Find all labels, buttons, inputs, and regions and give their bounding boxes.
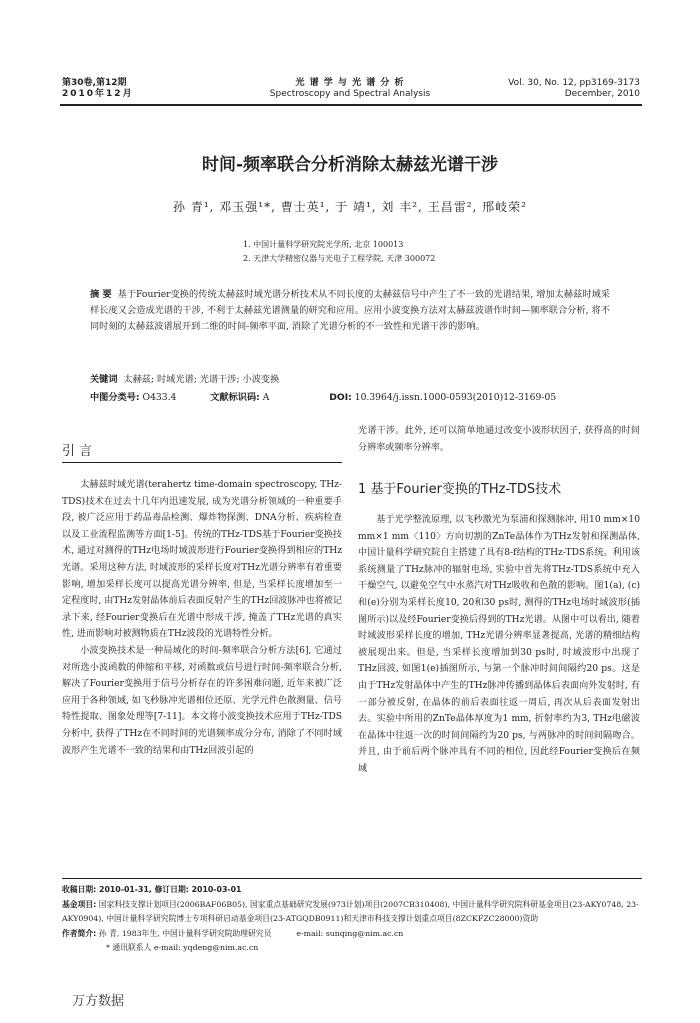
footnotes bbox=[62, 883, 642, 956]
author-email: e-mail: sunqing@nim.ac.cn bbox=[296, 928, 404, 938]
fund-text: 国家科技支撑计划项目(2006BAF06B05), 国家重点基础研究发展(973计划)项目(2007CB310408), 中国计量科学研究院科研基金项目(23-AKY0748, 23-AKY0904), 中国计量科学研究院博士专项科研启动基金项目(23-ATGQDB0911)和天津市科技支撑计划重点项目(8ZCKFZC28000)资助 bbox=[62, 899, 639, 923]
author-bio bbox=[62, 927, 642, 942]
affiliation-1: 1. 中国计量科学研究院光学所, 北京 100013 bbox=[243, 240, 404, 249]
keywords-text: 太赫兹; 时域光谱; 光谱干涉; 小波变换 bbox=[123, 374, 280, 385]
footnote-rule bbox=[62, 878, 642, 879]
classification-line bbox=[90, 390, 556, 406]
volume-issue-text: 第30卷,第12期 bbox=[62, 78, 127, 88]
intro-paragraph-2: 小波变换技术是一种局域化的时间-频率联合分析方法[6], 它通过对所选小波函数的伸缩和平移, 对函数或信号进行时间-频率联合分析, 解决了Fourier变换用于信号分析存在的许多困难问题, 近年来被广泛应用于各种领域, 如飞秒脉冲光谱相位还原、光学元件色散测量、信号特性提取、图象处理等[7-11]。本文将小波变换技术应用于THz-TDS分析中, 获得了THz在不同时间的光谱频率成分分布, 消除了不同时域波形产生光谱不一致的结果和由THz回波引起的 bbox=[62, 645, 342, 756]
abstract bbox=[90, 287, 610, 335]
journal-pages bbox=[508, 78, 640, 100]
abstract-label: 摘 要 bbox=[90, 289, 112, 300]
affiliation-2: 2. 天津大学精密仪器与光电子工程学院, 天津 300072 bbox=[243, 254, 436, 263]
affiliations bbox=[243, 238, 435, 266]
keywords-label: 关键词 bbox=[90, 374, 118, 385]
section-1-body bbox=[358, 512, 640, 778]
intro-heading: 引 言 bbox=[62, 444, 93, 459]
fund-label: 基金项目: bbox=[62, 899, 97, 909]
pub-date-text: December, 2010 bbox=[564, 89, 640, 99]
intro-body bbox=[62, 477, 342, 759]
vol-pages-text: Vol. 30, No. 12, pp3169-3173 bbox=[508, 78, 640, 88]
author-bio-label: 作者简介: bbox=[62, 928, 97, 938]
intro-paragraph-1: 太赫兹时域光谱(terahertz time-domain spectroscopy, THz-TDS)技术在过去十几年内迅速发展, 成为光谱分析领域的一种重要手段, 被广泛应用于药品毒品检测、爆炸物探测、DNA分析、疾病检查以及工业流程监测等方面[1-5]。传统的THz-TDS基于Fourier变换技术, 通过对测得的THz电场时域波形进行Fourier变换得到相应的THz光谱。采用这种方法, 时域波形的采样长度对THz光谱分辨率有着重要影响, 增加采样长度可以提高光谱分辨率, 但是, 当采样长度增加至一定程度时, 由THz发射晶体前后表面反射产生的THz回波脉冲也将被记录下来, 经Fourier变换后在光谱中形成干涉, 掩盖了THz光谱的真实性, 进而影响对被测物质在THz波段的光谱特性分析。 bbox=[62, 480, 342, 640]
paper-title: 时间-频率联合分析消除太赫兹光谱干涉 bbox=[201, 155, 499, 175]
intro-rule bbox=[62, 462, 342, 463]
right-column-continuation bbox=[358, 423, 640, 456]
corresponding-author: * 通讯联系人 e-mail: yqdeng@nim.ac.cn bbox=[106, 943, 259, 952]
author-bio-text: 孙 青, 1983年生, 中国计量科学研究院助理研究员 bbox=[98, 928, 272, 938]
journal-name-en: Spectroscopy and Spectral Analysis bbox=[269, 89, 431, 99]
keywords bbox=[90, 372, 279, 388]
doc-code-label: 文献标识码: bbox=[210, 392, 260, 403]
watermark-text: 万方数据 bbox=[72, 994, 125, 1009]
journal-name-cn: 光 谱 学 与 光 谱 分 析 bbox=[295, 78, 405, 88]
received-date: 收稿日期: 2010-01-31, 修订日期: 2010-03-01 bbox=[62, 885, 242, 894]
continuation-paragraph: 光谱干涉。此外, 还可以简单地通过改变小波形状因子, 获得高的时间分辨率或频率分辨率。 bbox=[358, 426, 640, 453]
doi-label: DOI: bbox=[329, 392, 352, 403]
doi-value: 10.3964/j.issn.1000-0593(2010)12-3169-05 bbox=[354, 392, 557, 403]
header-rule bbox=[60, 104, 642, 106]
clc-label: 中图分类号: bbox=[90, 392, 140, 403]
doc-code-value: A bbox=[262, 392, 270, 403]
fund-info bbox=[62, 898, 642, 927]
section-1-paragraph: 基于光学整流原理, 以飞秒激光为泵浦和探测脉冲, 用10 mm×10 mm×1 mm〈110〉方向切割的ZnTe晶体作为THz发射和探测晶体, 中国计量科学研究院自主搭建了具有8-f结构的THz-TDS系统。利用该系统测量了THz脉冲的辐射电场, 实验中首先将THz-TDS系统中充入干燥空气, 以避免空气中水蒸汽对THz吸收和色散的影响。图1(a), (c)和(e)分别为采样长度10, 20和30 ps时, 测得的THz电场时域波形(插图所示)以及经Fourier变换后得到的THz光谱。从图中可以看出, 随着时域波形采样长度的增加, THz光谱分辨率显著提高, 光谱的精细结构被展现出来。但是, 当采样长度增加到30 ps时, 时域波形中出现了THz回波, 如图1(e)插图所示, 与第一个脉冲时间间隔约20 ps。这是由于THz发射晶体中产生的THz脉冲传播到晶体后表面向外发射时, 有一部分被反射, 在晶体的前后表面往返一周后, 再次从后表面发射出去。实验中所用的ZnTe晶体厚度为1 mm, 折射率约为3, THz电磁波在晶体中往返一次的时间间隔约为20 ps, 与两脉冲的时间间隔吻合。并且, 由于前后两个脉冲具有不同的相位, 因此经Fourier变换后在频域 bbox=[358, 515, 640, 774]
issue-date-text: 2010年12月 bbox=[62, 89, 134, 99]
abstract-text: 基于Fourier变换的传统太赫兹时域光谱分析技术从不同长度的太赫兹信号中产生了不一致的光谱结果, 增加太赫兹时域采样长度又会造成光谱的干涉, 不利于太赫兹光谱测量的研究和应用。应用小波变换方法对太赫兹波谱作时间—频率联合分析, 将不同时刻的太赫兹波谱展开到二维的时间-频率平面, 消除了光谱分析的不一致性和光谱干涉的影响。 bbox=[90, 289, 610, 332]
author-list: 孙 青¹, 邓玉强¹*, 曹士英¹, 于 靖¹, 刘 丰², 王昌雷², 邢岐荣² bbox=[173, 200, 527, 214]
clc-value: O433.4 bbox=[142, 392, 177, 403]
section-1-heading: 1 基于Fourier变换的THz-TDS技术 bbox=[358, 482, 562, 497]
